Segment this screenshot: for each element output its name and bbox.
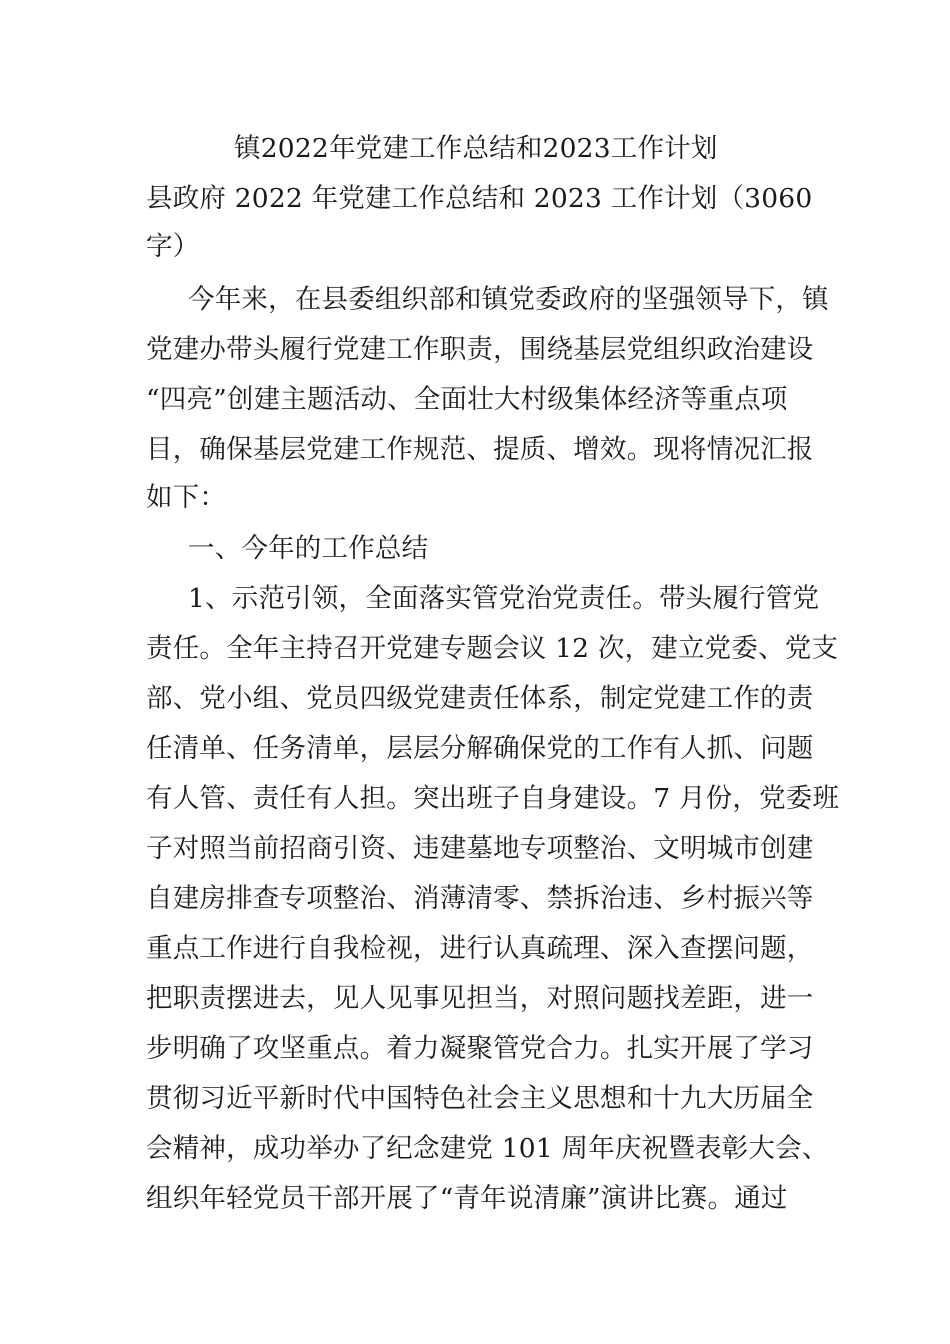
paragraph-line: 重点工作进行自我检视，进行认真疏理、深入查摆问题，	[146, 933, 814, 964]
document-title: 镇2022年党建工作总结和2023工作计划	[234, 133, 718, 164]
paragraph-line: “四亮”创建主题活动、全面壮大村级集体经济等重点项	[146, 384, 788, 415]
paragraph-line: 把职责摆进去，见人见事见担当，对照问题找差距，进一	[146, 983, 814, 1014]
paragraph-line: 今年来，在县委组织部和镇党委政府的坚强领导下，镇	[188, 284, 829, 315]
paragraph-line: 任清单、任务清单，层层分解确保党的工作有人抓、问题	[146, 733, 814, 764]
paragraph-line: 部、党小组、党员四级党建责任体系，制定党建工作的责	[146, 683, 814, 714]
paragraph-line: 目，确保基层党建工作规范、提质、增效。现将情况汇报	[146, 434, 814, 465]
paragraph-line: 贯彻习近平新时代中国特色社会主义思想和十九大历届全	[146, 1083, 814, 1114]
paragraph-line: 如下：	[146, 482, 227, 513]
section-heading: 一、今年的工作总结	[188, 533, 429, 564]
subtitle-line: 县政府 2022 年党建工作总结和 2023 工作计划（3060	[146, 183, 813, 214]
paragraph-line: 步明确了攻坚重点。着力凝聚管党合力。扎实开展了学习	[146, 1033, 814, 1064]
paragraph-line: 组织年轻党员干部开展了“青年说清廉”演讲比赛。通过	[146, 1183, 788, 1214]
paragraph-line: 党建办带头履行党建工作职责，围绕基层党组织政治建设	[146, 334, 814, 365]
paragraph-line: 责任。全年主持召开党建专题会议 12 次，建立党委、党支	[146, 633, 839, 664]
paragraph-line: 有人管、责任有人担。突出班子自身建设。7 月份，党委班	[146, 783, 840, 814]
paragraph-line: 1、示范引领，全面落实管党治党责任。带头履行管党	[188, 583, 820, 614]
paragraph-line: 子对照当前招商引资、违建墓地专项整治、文明城市创建	[146, 833, 814, 864]
paragraph-line: 会精神，成功举办了纪念建党 101 周年庆祝暨表彰大会、	[146, 1133, 829, 1164]
subtitle-line: 字）	[146, 231, 200, 262]
paragraph-line: 自建房排查专项整治、消薄清零、禁拆治违、乡村振兴等	[146, 883, 814, 914]
